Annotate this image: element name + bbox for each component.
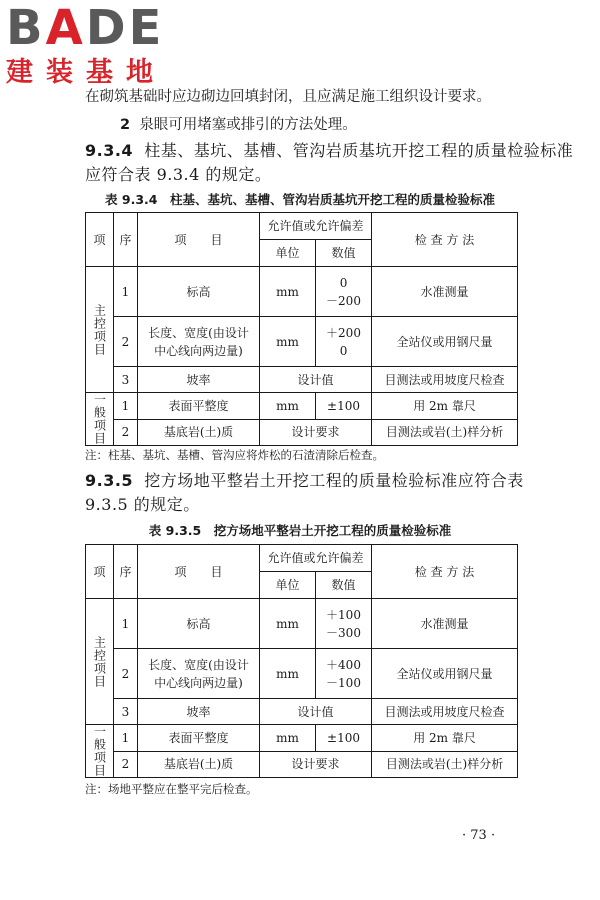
header-unit: 单位 — [260, 572, 316, 599]
header-value: 数值 — [316, 240, 372, 267]
category-general: 一般项目 — [92, 393, 107, 445]
continued-paragraph: 在砌筑基础时应边砌边回填封闭，且应满足施工组织设计要求。 — [85, 89, 491, 105]
header-method: 检 查 方 法 — [372, 213, 518, 267]
item-2-paragraph: 2 泉眼可用堵塞或排引的方法处理。 — [120, 117, 357, 133]
table-row: 2 长度、宽度(由设计 中心线向两边量) mm ＋200 0 全站仪或用钢尺量 — [86, 317, 518, 367]
header-method: 检 查 方 法 — [372, 545, 518, 599]
table-row: 3 坡率 设计值 目测法或用坡度尺检查 — [86, 699, 518, 725]
header-seq: 序 — [114, 545, 138, 599]
category-general: 一般项目 — [92, 725, 107, 777]
table-row: 2 长度、宽度(由设计 中心线向两边量) mm ＋400 －100 全站仪或用钢尺量 — [86, 649, 518, 699]
section-9-3-5: 9.3.5 挖方场地平整岩土开挖工程的质量检验标准应符合表 — [85, 471, 524, 490]
logo-subtitle: 建装基地 — [6, 57, 166, 88]
section-9-3-5-continued: 9.3.5 的规定。 — [85, 495, 200, 514]
category-main: 主控项目 — [92, 303, 107, 356]
table-row: 2 基底岩(土)质 设计要求 目测法或岩(土)样分析 — [86, 751, 518, 778]
logo-wordmark: BADE — [6, 0, 165, 56]
page-number: · 73 · — [462, 828, 496, 843]
table-row: 一般项目 1 表面平整度 mm ±100 用 2m 靠尺 — [86, 393, 518, 420]
table-9-3-4 — [85, 212, 518, 446]
table-row: 3 坡率 设计值 目测法或用坡度尺检查 — [86, 367, 518, 393]
header-allowance: 允许值或允许偏差 — [260, 545, 372, 572]
header-category: 项 — [86, 213, 114, 267]
table-9-3-4-note: 注：柱基、基坑、基槽、管沟应将炸松的石渣清除后检查。 — [85, 448, 384, 462]
header-item: 项 目 — [138, 213, 260, 267]
table-row: 主控项目 1 标高 mm 0 －200 水准测量 — [86, 267, 518, 317]
table-9-3-5-caption: 表 9.3.5 挖方场地平整岩土开挖工程的质量检验标准 — [148, 523, 452, 538]
header-seq: 序 — [114, 213, 138, 267]
header-unit: 单位 — [260, 240, 316, 267]
table-row: 一般项目 1 表面平整度 mm ±100 用 2m 靠尺 — [86, 725, 518, 752]
table-9-3-5 — [85, 544, 518, 778]
table-9-3-4-caption: 表 9.3.4 柱基、基坑、基槽、管沟岩质基坑开挖工程的质量检验标准 — [105, 192, 495, 207]
section-9-3-4: 9.3.4 柱基、基坑、基槽、管沟岩质基坑开挖工程的质量检验标准 — [85, 141, 574, 160]
table-9-3-5-note: 注：场地平整应在整平完后检查。 — [85, 782, 258, 796]
category-main: 主控项目 — [92, 635, 107, 688]
bade-logo — [6, 0, 196, 88]
header-allowance: 允许值或允许偏差 — [260, 213, 372, 240]
header-item: 项 目 — [138, 545, 260, 599]
header-category: 项 — [86, 545, 114, 599]
section-9-3-4-continued: 应符合表 9.3.4 的规定。 — [85, 165, 272, 184]
table-row: 主控项目 1 标高 mm ＋100 －300 水准测量 — [86, 599, 518, 649]
table-row: 2 基底岩(土)质 设计要求 目测法或岩(土)样分析 — [86, 419, 518, 446]
header-value: 数值 — [316, 572, 372, 599]
